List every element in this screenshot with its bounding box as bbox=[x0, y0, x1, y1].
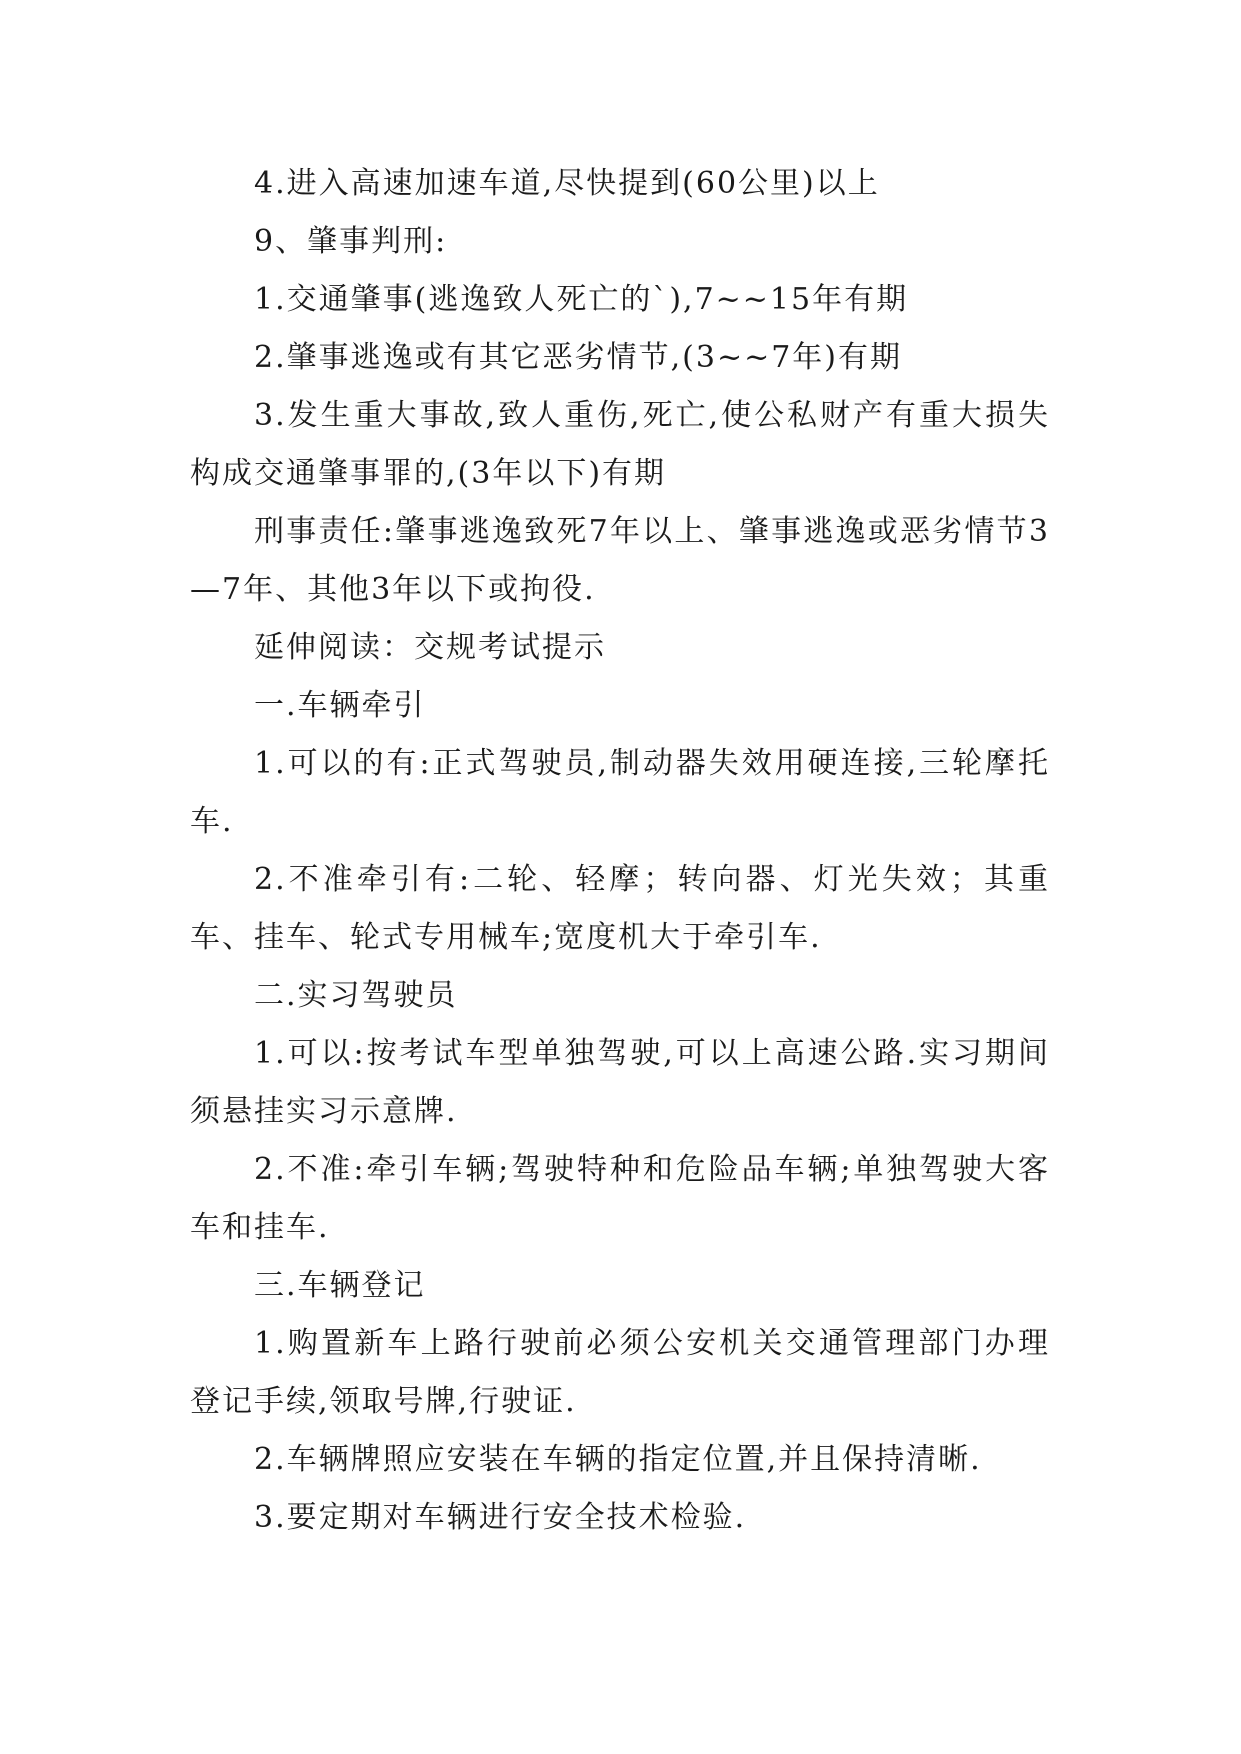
paragraph-sentencing-3: 3.发生重大事故,致人重伤,死亡,使公私财产有重大损失构成交通肇事罪的,(3年以下)有期 bbox=[190, 398, 1050, 491]
paragraph-registration-1: 1.购置新车上路行驶前必须公安机关交通管理部门办理登记手续,领取号牌,行驶证. bbox=[190, 1326, 1050, 1419]
paragraph-towing-forbidden: 2.不准牵引有:二轮、轻摩；转向器、灯光失效；其重车、挂车、轮式专用械车;宽度机大于牵引车. bbox=[190, 862, 1050, 955]
paragraph-sentencing-2: 2.肇事逃逸或有其它恶劣情节,(3~~7年)有期 bbox=[254, 340, 903, 375]
paragraph-probation-forbidden: 2.不准:牵引车辆;驾驶特种和危险品车辆;单独驾驶大客车和挂车. bbox=[190, 1152, 1050, 1245]
heading-extended-reading: 延伸阅读：交规考试提示 bbox=[254, 630, 606, 665]
document-body bbox=[190, 155, 1050, 1547]
paragraph-registration-2: 2.车辆牌照应安装在车辆的指定位置,并且保持清晰. bbox=[254, 1442, 982, 1477]
paragraph-towing-allowed: 1.可以的有:正式驾驶员,制动器失效用硬连接,三轮摩托车. bbox=[190, 746, 1050, 839]
heading-probationary-driver: 二.实习驾驶员 bbox=[254, 978, 458, 1013]
heading-vehicle-towing: 一.车辆牵引 bbox=[254, 688, 426, 723]
heading-accident-sentencing: 9、肇事判刑: bbox=[254, 224, 448, 259]
paragraph-criminal-liability: 刑事责任:肇事逃逸致死7年以上、肇事逃逸或恶劣情节3—7年、其他3年以下或拘役. bbox=[190, 514, 1050, 607]
paragraph-highway-merge: 4.进入高速加速车道,尽快提到(60公里)以上 bbox=[254, 166, 880, 201]
paragraph-registration-3: 3.要定期对车辆进行安全技术检验. bbox=[254, 1500, 747, 1535]
heading-vehicle-registration: 三.车辆登记 bbox=[254, 1268, 426, 1303]
paragraph-probation-allowed: 1.可以:按考试车型单独驾驶,可以上高速公路.实习期间须悬挂实习示意牌. bbox=[190, 1036, 1050, 1129]
paragraph-sentencing-1: 1.交通肇事(逃逸致人死亡的`),7~~15年有期 bbox=[254, 282, 909, 317]
